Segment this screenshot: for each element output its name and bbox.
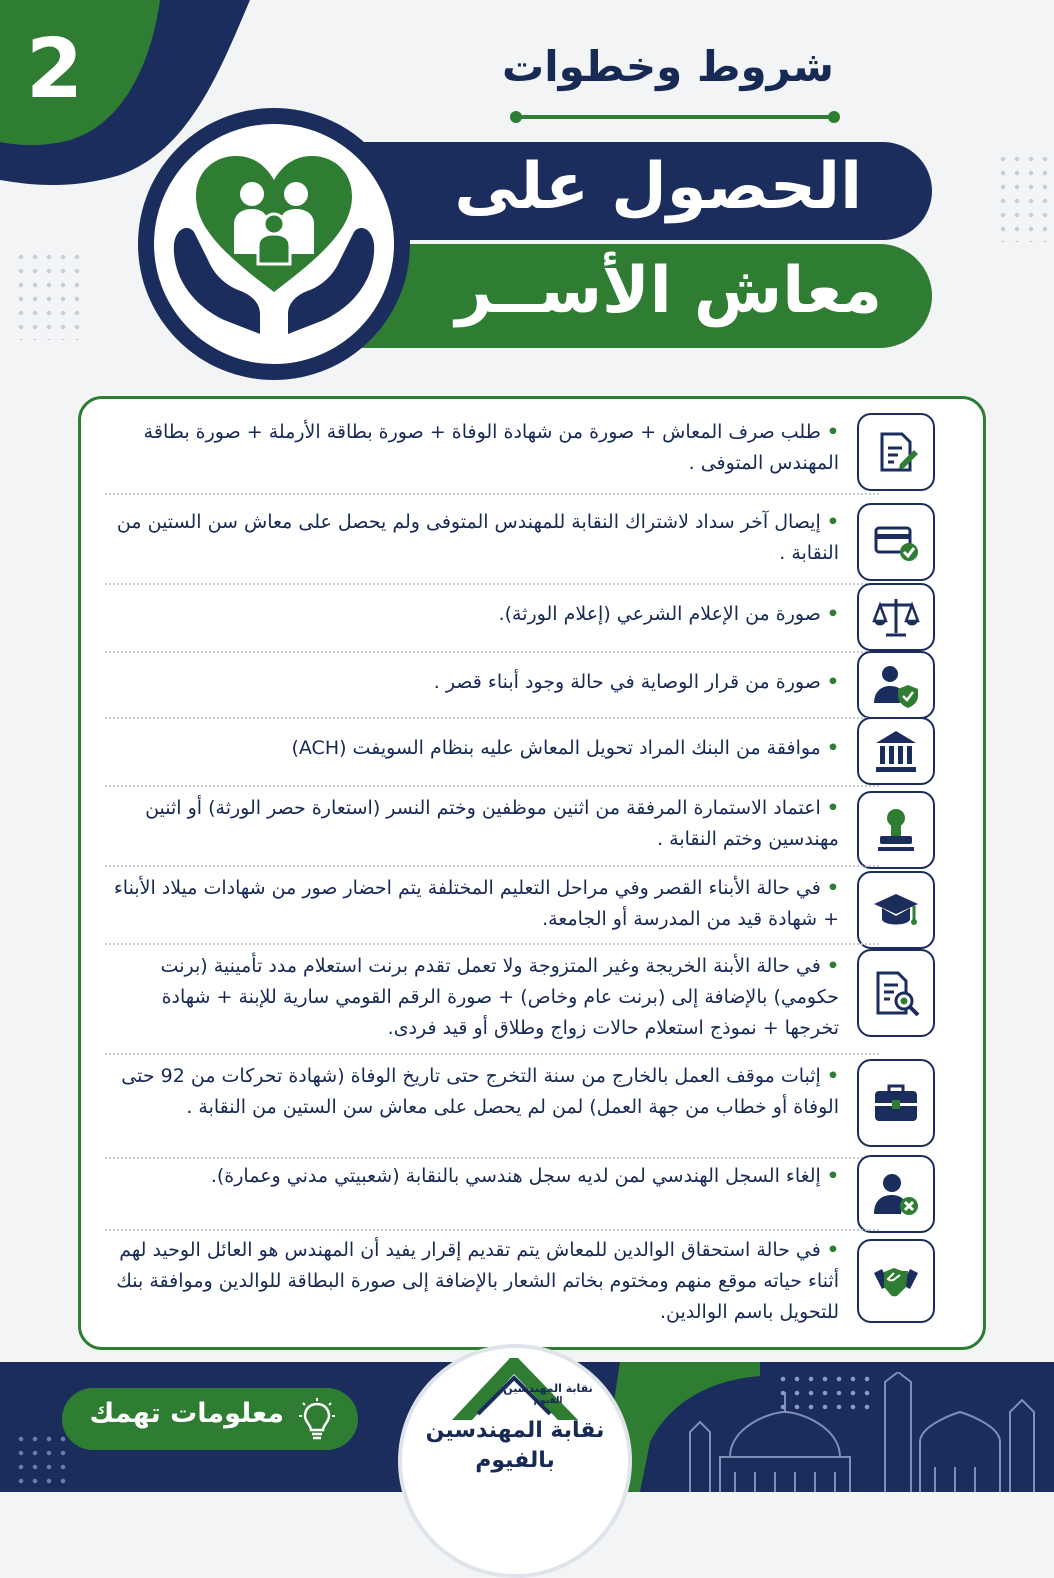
step-number: 2 — [26, 22, 84, 117]
requirement-text: •صورة من قرار الوصاية في حالة وجود أبناء قصر . — [433, 671, 839, 693]
requirement-text: •موافقة من البنك المراد تحويل المعاش عليه بنظام السويفت (ACH) — [291, 737, 839, 759]
row-divider — [105, 717, 879, 719]
requirement-text: •في حالة الأبنة الخريجة وغير المتزوجة ولا تعمل تقدم برنت استعلام مدد تأمينية (برنت حكومي) بالإضافة إلى (برنت عام وخاص) + صورة الرقم القومي سارية للإبنة + شهادة تخرجها + نموذج استعلام حالات زواج وطلاق أو قيد فردى. — [160, 955, 839, 1039]
family-logo — [138, 108, 410, 380]
list-item — [105, 1161, 957, 1235]
list-item — [105, 1059, 957, 1159]
requirement-text: •صورة من الإعلام الشرعي (إعلام الورثة). — [498, 603, 839, 625]
list-item — [105, 587, 957, 651]
list-item — [105, 791, 957, 865]
info-badge — [62, 1388, 358, 1450]
requirement-text: •في حالة الأبناء القصر وفي مراحل التعليم المختلفة يتم احضار صور من شهادات ميلاد الأبناء + شهادة قيد من المدرسة أو الجامعة. — [113, 877, 839, 930]
row-divider — [105, 865, 879, 867]
footer-dots-right — [776, 1372, 876, 1412]
row-divider — [105, 583, 879, 585]
requirement-text: •إيصال آخر سداد لاشتراك النقابة للمهندس المتوفى ولم يحصل على معاش سن الستين من النقابة . — [116, 511, 839, 564]
info-label: معلومات تهمك — [89, 1398, 284, 1429]
org-name-line1: نقابة المهندسين — [425, 1418, 605, 1443]
title-line-1: الحصول على — [454, 150, 862, 224]
title-line-2: معاش الأســر — [455, 254, 882, 328]
requirement-text: •في حالة استحقاق الوالدين للمعاش يتم تقديم إقرار يفيد أن المهندس هو العائل الوحيد لهم أثناء حياته موقع منهم ومختوم بخاتم الشعار بالإضافة إلى صورة البطاقة للوالدين وموافقة بنك للتحويل باسم الوالدين. — [116, 1239, 839, 1323]
list-item — [105, 503, 957, 577]
requirement-text: •اعتماد الاستمارة المرفقة من اثنين موظفين وختم النسر (استعارة حصر الورثة) أو اثنين مهندسين وختم النقابة . — [145, 797, 839, 850]
row-divider — [105, 1053, 879, 1055]
decor-dots-right — [996, 152, 1054, 242]
stamp-icon — [857, 791, 935, 869]
document-edit-icon — [857, 413, 935, 491]
list-item — [105, 721, 957, 785]
document-search-icon — [857, 949, 935, 1037]
row-divider — [105, 943, 879, 945]
bank-icon — [857, 717, 935, 785]
lightbulb-icon — [296, 1398, 338, 1440]
scales-icon — [857, 583, 935, 651]
org-name-line2: بالفيوم — [475, 1448, 555, 1473]
list-item — [105, 655, 957, 719]
list-item — [105, 1235, 957, 1335]
logo-subtext: الفيوم — [533, 1396, 563, 1406]
title-banner-green — [350, 244, 932, 348]
requirement-text: •إثبات موقف العمل بالخارج من سنة التخرج حتى تاريخ الوفاة (شهادة تحركات من 92 حتى الوفاة أو خطاب من جهة العمل) لمن لم يحصل على معاش سن الستين من النقابة . — [121, 1065, 839, 1118]
user-shield-icon — [857, 651, 935, 719]
requirement-text: •إلغاء السجل الهندسي لمن لديه سجل هندسي بالنقابة (شعبيتي مدني وعمارة). — [210, 1165, 839, 1187]
list-item — [105, 871, 957, 945]
title-banner-navy — [350, 142, 932, 240]
briefcase-icon — [857, 1059, 935, 1147]
title-divider — [516, 115, 834, 119]
family-heart-hands-icon — [154, 124, 394, 364]
list-item — [105, 949, 957, 1049]
card-check-icon — [857, 503, 935, 581]
pre-title: شروط وخطوات — [501, 42, 834, 91]
user-remove-icon — [857, 1155, 935, 1233]
requirement-text: •طلب صرف المعاش + صورة من شهادة الوفاة + صورة بطاقة الأرملة + صورة بطاقة المهندس المتوفى . — [143, 421, 839, 474]
requirements-panel — [78, 396, 986, 1350]
syndicate-logo — [398, 1344, 632, 1578]
row-divider — [105, 785, 879, 787]
row-divider — [105, 1157, 879, 1159]
row-divider — [105, 1229, 879, 1231]
list-item — [105, 413, 957, 487]
decor-dots-left — [14, 250, 84, 340]
row-divider — [105, 651, 879, 653]
row-divider — [105, 493, 879, 495]
graduation-cap-icon — [857, 871, 935, 949]
footer-dots-left — [14, 1432, 70, 1492]
logo-text: نقابة المهندسين — [503, 1382, 593, 1395]
handshake-icon — [857, 1239, 935, 1323]
